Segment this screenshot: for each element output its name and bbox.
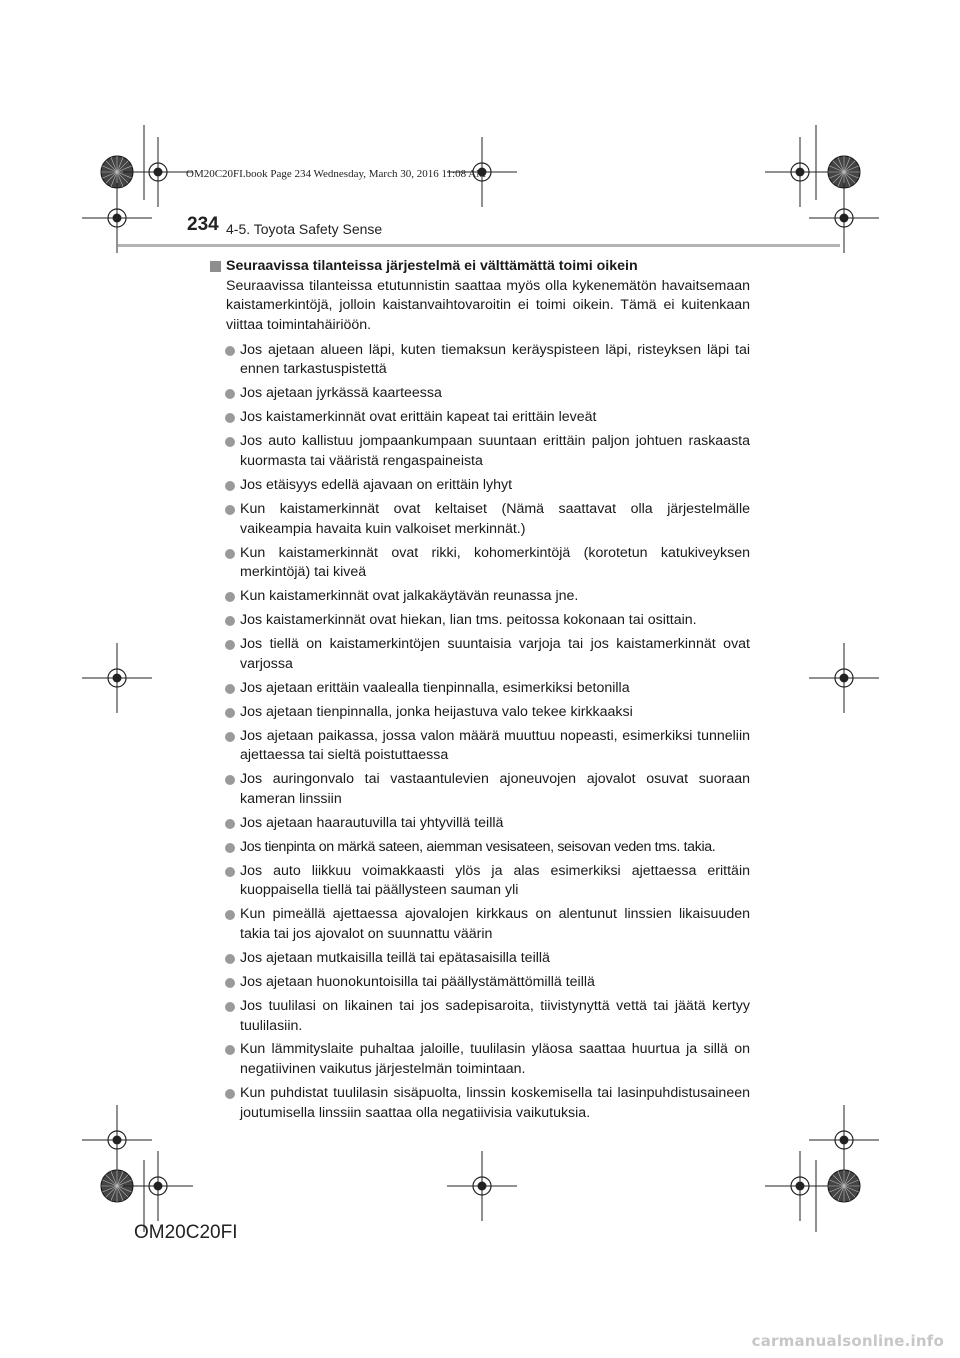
- header-divider: [118, 244, 840, 247]
- circle-bullet-icon: [225, 708, 235, 718]
- list-item: Jos ajetaan haarautuvilla tai yhtyvillä teillä: [210, 814, 750, 834]
- list-item: Jos ajetaan huonokuntoisilla tai päällystämättömillä teillä: [210, 973, 750, 993]
- list-item: Kun kaistamerkinnät ovat rikki, kohomerkintöjä (korotetun katukiveyksen merkintöjä) tai kiveä: [210, 544, 750, 583]
- circle-bullet-icon: [225, 732, 235, 742]
- circle-bullet-icon: [225, 616, 235, 626]
- list-item: Jos kaistamerkinnät ovat erittäin kapeat tai erittäin leveät: [210, 408, 750, 428]
- list-item: Jos ajetaan jyrkässä kaarteessa: [210, 384, 750, 404]
- circle-bullet-icon: [225, 437, 235, 447]
- list-item: Jos ajetaan paikassa, jossa valon määrä muuttuu nopeasti, esimerkiksi tunneliin ajettaessa tai sieltä poistuttaessa: [210, 727, 750, 766]
- watermark-url: carmanualsonline.info: [751, 1332, 944, 1350]
- circle-bullet-icon: [225, 549, 235, 559]
- circle-bullet-icon: [225, 978, 235, 988]
- list-item: Kun lämmityslaite puhaltaa jaloille, tuulilasin yläosa saattaa huurtua ja sillä on negatiivinen vaikutus järjestelmän toimintaan.: [210, 1040, 750, 1079]
- manual-code: OM20C20FI: [134, 1222, 238, 1243]
- square-bullet-icon: [210, 261, 221, 272]
- circle-bullet-icon: [225, 481, 235, 491]
- print-info: OM20C20FI.book Page 234 Wednesday, March 30, 2016 11:08 AM: [186, 168, 486, 180]
- circle-bullet-icon: [225, 867, 235, 877]
- list-item: Jos tienpinta on märkä sateen, aiemman vesisateen, seisovan veden tms. takia.: [210, 838, 750, 858]
- list-item: Jos ajetaan mutkaisilla teillä tai epätasaisilla teillä: [210, 949, 750, 969]
- list-item: Kun kaistamerkinnät ovat keltaiset (Nämä saattavat olla järjestelmälle vaikeampia havaita kuin valkoiset merkinnät.): [210, 500, 750, 539]
- subsection-heading-text: Seuraavissa tilanteissa järjestelmä ei välttämättä toimi oikein: [226, 258, 638, 274]
- circle-bullet-icon: [225, 1089, 235, 1099]
- circle-bullet-icon: [225, 592, 235, 602]
- circle-bullet-icon: [225, 775, 235, 785]
- circle-bullet-icon: [225, 389, 235, 399]
- list-item: Kun puhdistat tuulilasin sisäpuolta, linssin koskemisella tai lasinpuhdistusaineen joutumisella linssiin saattaa olla negatiivisia vaikutuksia.: [210, 1084, 750, 1123]
- circle-bullet-icon: [225, 954, 235, 964]
- circle-bullet-icon: [225, 346, 235, 356]
- list-item: Jos tiellä on kaistamerkintöjen suuntaisia varjoja tai jos kaistamerkinnät ovat varjossa: [210, 635, 750, 674]
- intro-paragraph: Seuraavissa tilanteissa etutunnistin saattaa myös olla kykenemätön havaitsemaan kaistamerkintöjä, jolloin kaistanvaihtovaroitin ei toimi oikein. Tämä ei kuitenkaan viittaa toimintahäiriöön.: [226, 277, 750, 333]
- section-title: 4-5. Toyota Safety Sense: [226, 221, 383, 237]
- circle-bullet-icon: [225, 640, 235, 650]
- list-item: Jos auto kallistuu jompaankumpaan suuntaan erittäin paljon johtuen raskaasta kuormasta tai vääristä rengaspaineista: [210, 432, 750, 471]
- circle-bullet-icon: [225, 505, 235, 515]
- subsection-heading: [210, 257, 750, 277]
- bullet-list: [210, 341, 750, 1123]
- circle-bullet-icon: [225, 1045, 235, 1055]
- circle-bullet-icon: [225, 684, 235, 694]
- list-item: Jos kaistamerkinnät ovat hiekan, lian tms. peitossa kokonaan tai osittain.: [210, 611, 750, 631]
- list-item: Jos ajetaan tienpinnalla, jonka heijastuva valo tekee kirkkaaksi: [210, 703, 750, 723]
- list-item: Jos tuulilasi on likainen tai jos sadepisaroita, tiivistynyttä vettä tai jäätä kertyy tuulilasiin.: [210, 997, 750, 1036]
- list-item: Jos ajetaan alueen läpi, kuten tiemaksun keräyspisteen läpi, risteyksen läpi tai ennen tarkastuspistettä: [210, 341, 750, 380]
- circle-bullet-icon: [225, 819, 235, 829]
- circle-bullet-icon: [225, 910, 235, 920]
- circle-bullet-icon: [225, 1002, 235, 1012]
- list-item: Kun pimeällä ajettaessa ajovalojen kirkkaus on alentunut linssien likaisuuden takia tai jos ajovalot on suunnattu väärin: [210, 905, 750, 944]
- page-number: 234: [187, 214, 219, 235]
- list-item: Jos auto liikkuu voimakkaasti ylös ja alas esimerkiksi ajettaessa erittäin kuoppaisella tiellä tai päällysteen sauman yli: [210, 862, 750, 901]
- main-content: [210, 257, 750, 1128]
- list-item: Kun kaistamerkinnät ovat jalkakäytävän reunassa jne.: [210, 587, 750, 607]
- list-item: Jos auringonvalo tai vastaantulevien ajoneuvojen ajovalot osuvat suoraan kameran linssiin: [210, 770, 750, 809]
- list-item: Jos ajetaan erittäin vaalealla tienpinnalla, esimerkiksi betonilla: [210, 679, 750, 699]
- circle-bullet-icon: [225, 843, 235, 853]
- list-item: Jos etäisyys edellä ajavaan on erittäin lyhyt: [210, 476, 750, 496]
- circle-bullet-icon: [225, 413, 235, 423]
